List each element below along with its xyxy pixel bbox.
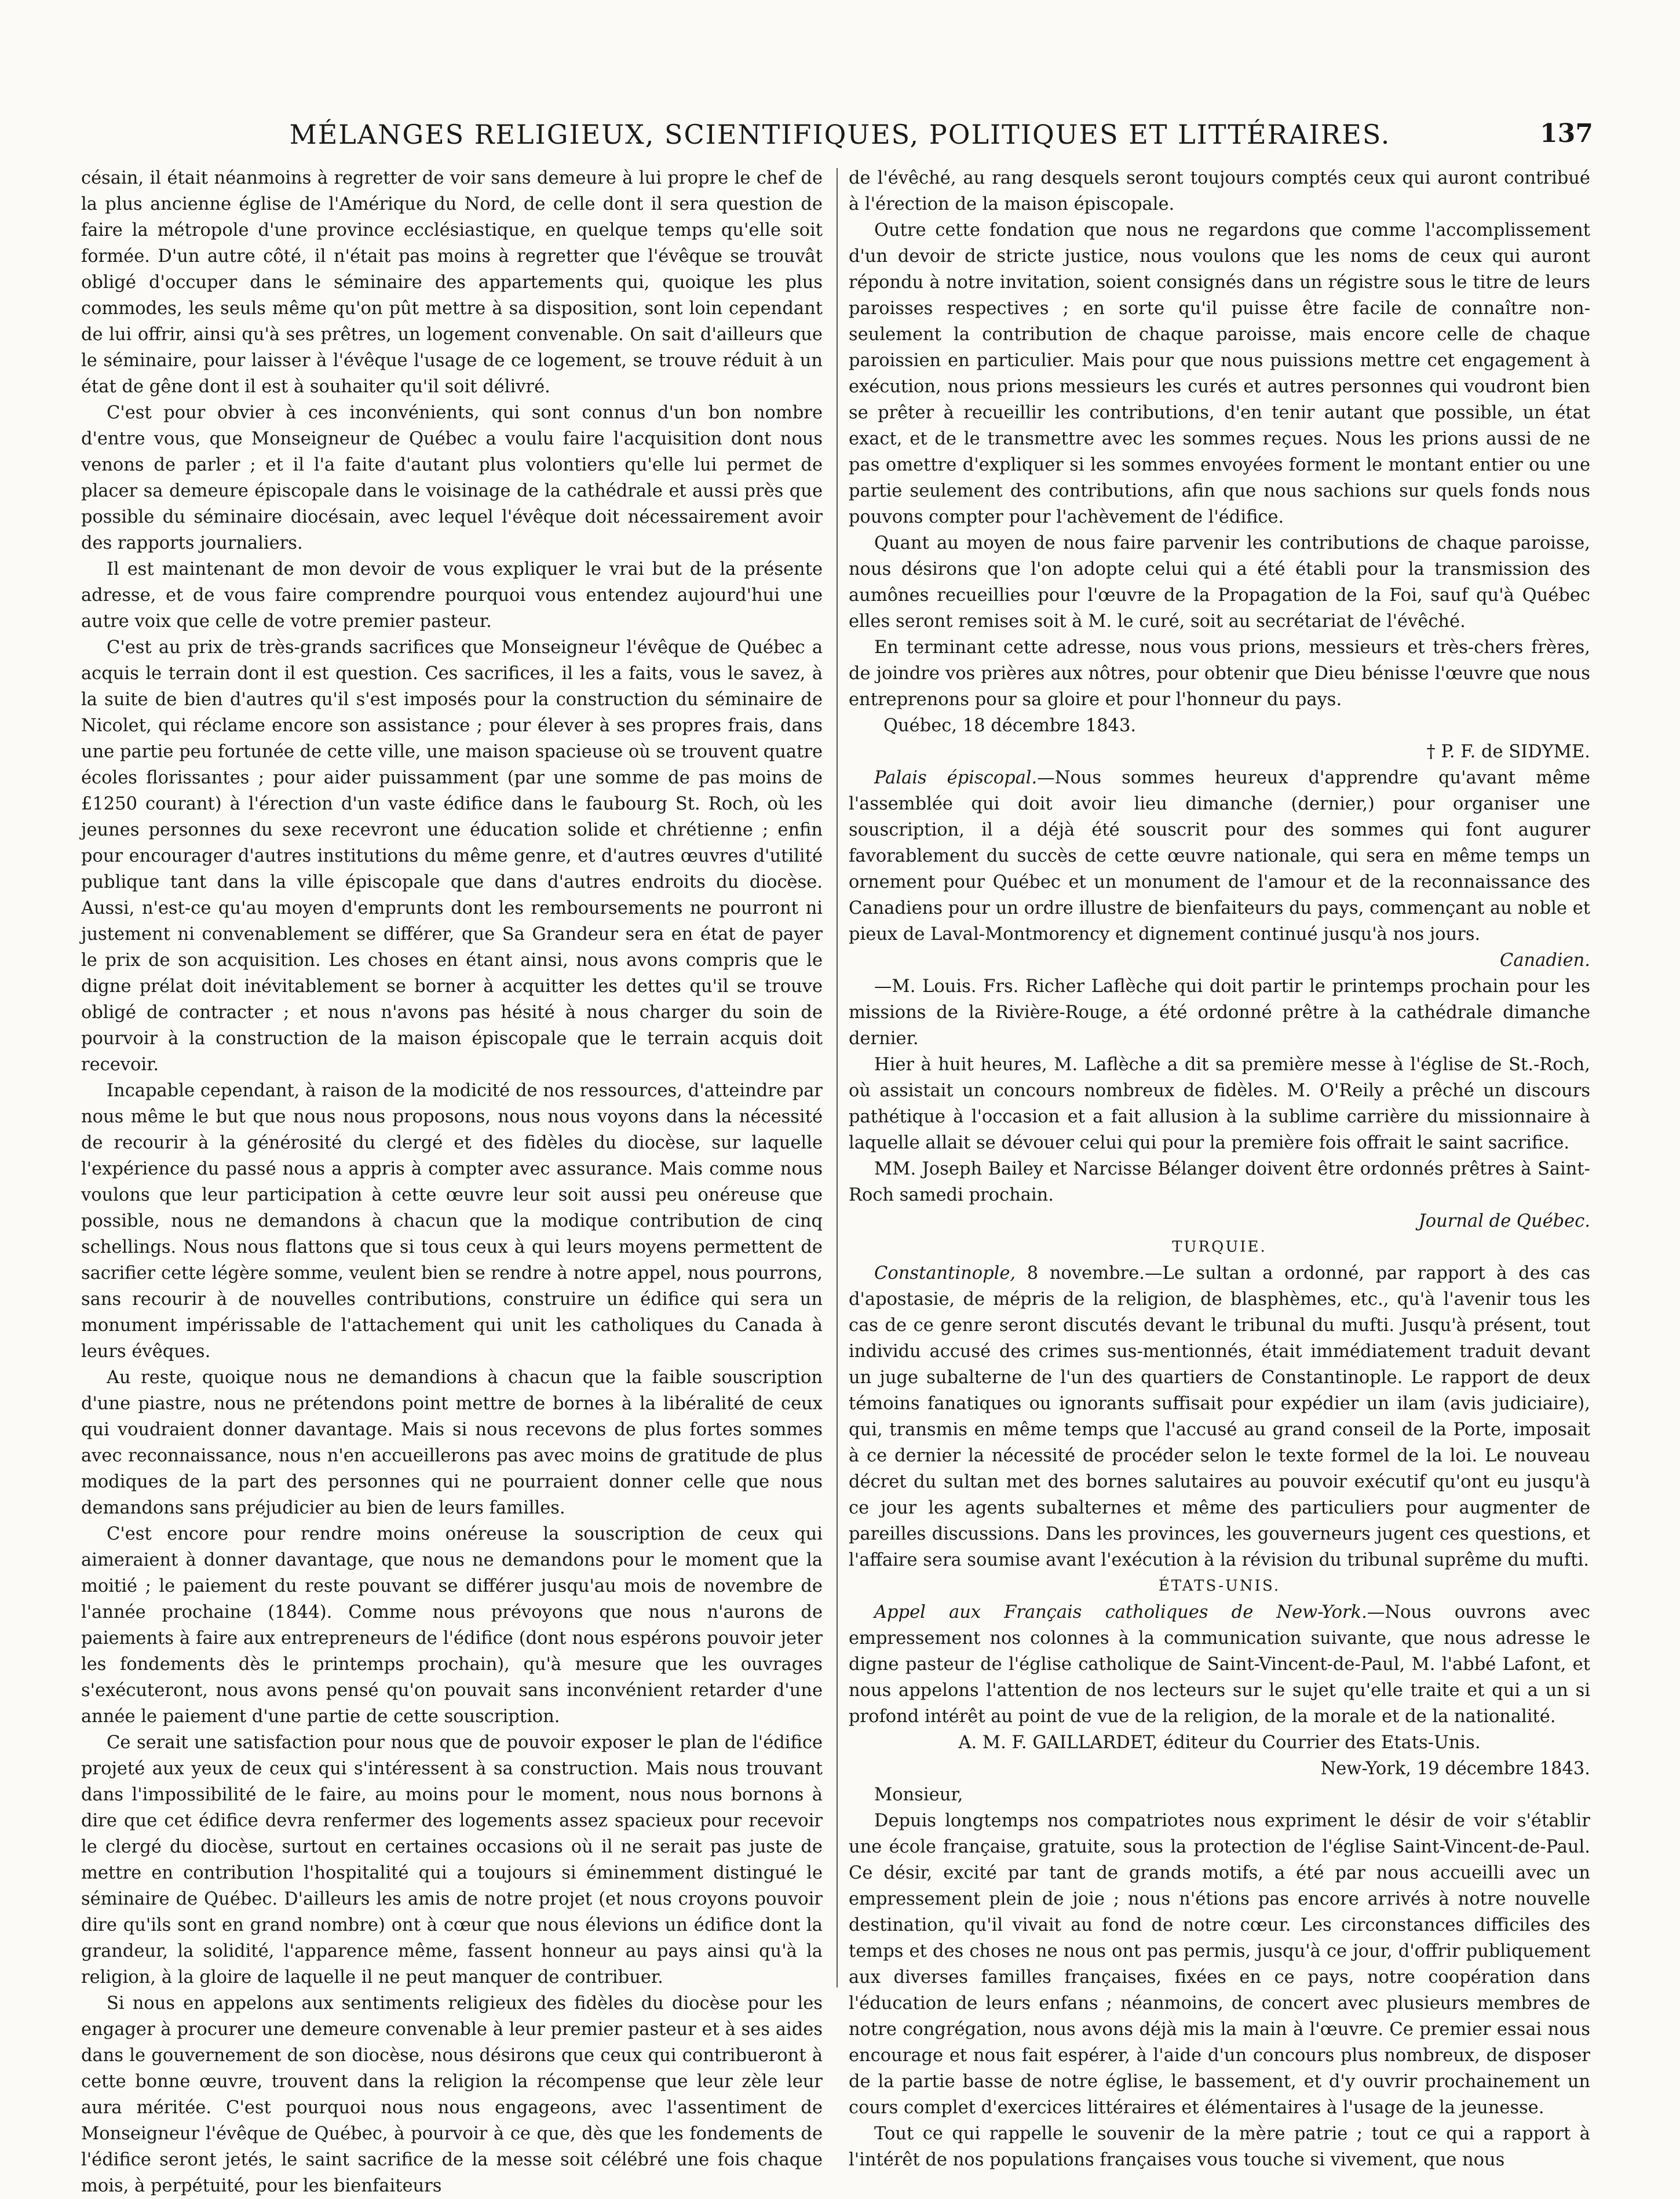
paragraph: Si nous en appelons aux sentiments religieux des fidèles du diocèse pour les engager à procurer une demeure convenable à leur premier pasteur et à ses aides dans le gouvernement de son diocèse, nous désirons que ceux qui contribueront à cette bonne œuvre, trouvent dans la religion la récompense que leur zèle leur aura méritée. C'est pourquoi nous nous engageons, avec l'assentiment de Monseigneur l'évêque de Québec, à pourvoir à ce que, dès que les fondements de l'édifice seront jetés, le saint sacrifice de la messe soit célébré une fois chaque mois, à perpétuité, pour les bienfaiteurs: [81, 1993, 823, 2196]
paragraph: Incapable cependant, à raison de la modicité de nos ressources, d'atteindre par nous même le but que nous nous proposons, nous nous voyons dans la nécessité de recourir à la générosité du clergé et des fidèles du diocèse, sur laquelle l'expérience du passé nous a appris à compter avec assurance. Mais comme nous voulons que leur participation à cette œuvre leur soit aussi peu onéreuse que possible, nous ne demandons à chacun que la modique contribution de cinq schellings. Nous nous flattons que si tous ceux à qui leurs moyens permettent de sacrifier cette légère somme, veulent bien se rendre à notre appel, nous pourrons, sans recourir à de nouvelles contributions, construire un édifice qui sera un monument impérissable de l'attachement qui unit les catholiques du Canada à leurs évêques.: [81, 1081, 823, 1362]
paragraph: Quant au moyen de nous faire parvenir les contributions de chaque paroisse, nous désirons que l'on adopte celui qui a été établi pour la transmission des aumônes recueillies pour l'œuvre de la Propagation de la Foi, sauf qu'à Québec elles seront remises soit à M. le curé, soit au secrétariat de l'évêché.: [849, 533, 1590, 632]
item-heading: Constantinople,: [874, 1263, 1016, 1283]
item-text: —Nous sommes heureux d'apprendre qu'avant même l'assemblée qui doit avoir lieu dimanche (dernier,) pour organiser une souscription, il a déjà été souscrit pour des sommes qui font augurer favorablement du succès de cette œuvre nationale, qui sera en même temps un ornement pour Québec et un monument de l'amour et de la reconnaissance des Canadiens pour un ordre illustre de bienfaiteurs du pays, commençant au noble et pieux de Laval-Montmorency et dignement continué jusqu'à nos jours.: [849, 768, 1590, 944]
page-header: [87, 119, 1593, 159]
paragraph: Au reste, quoique nous ne demandions à chacun que la faible souscription d'une piastre, nous ne prétendons point mettre de bornes à la libéralité de ceux qui voudraient donner davantage. Mais si nous recevons de plus fortes sommes avec reconnaissance, nous n'en accueillerons pas avec moins de gratitude de plus modiques de la part des personnes qui ne pourraient donner celle que nous demandons sans préjudicier au bien de leurs familles.: [81, 1367, 823, 1518]
right-column: [849, 165, 1590, 2170]
running-title: MÉLANGES RELIGIEUX, SCIENTIFIQUES, POLITIQUES ET LITTÉRAIRES.: [289, 119, 1391, 150]
paragraph: MM. Joseph Bailey et Narcisse Bélanger doivent être ordonnés prêtres à Saint-Roch samedi prochain.: [849, 1159, 1590, 1205]
paragraph: —M. Louis. Frs. Richer Laflèche qui doit partir le printemps prochain pour les missions de la Rivière-Rouge, a été ordonné prêtre à la cathédrale dimanche dernier.: [849, 976, 1590, 1049]
paragraph: de l'évêché, au rang desquels seront toujours comptés ceux qui auront contribué à l'érection de la maison épiscopale.: [849, 168, 1590, 214]
paragraph: En terminant cette adresse, nous vous prions, messieurs et très-chers frères, de joindre vos prières aux nôtres, pour obtenir que Dieu bénisse l'œuvre que nous entreprenons pour sa gloire et pour l'honneur du pays.: [849, 637, 1590, 710]
address-line: A. M. F. GAILLARDET, éditeur du Courrier des Etats-Unis.: [958, 1733, 1481, 1753]
page-number: 137: [1540, 119, 1593, 148]
news-item-turquie: [849, 1260, 1590, 1573]
item-text: —Nous ouvrons avec empressement nos colonnes à la communication suivante, que nous adresse le digne pasteur de l'église catholique de Saint-Vincent-de-Paul, M. l'abbé Lafont, et nous appelons l'attention de nos lecteurs sur le sujet qu'elle traite et qui a un si profond intérêt au point de vue de la religion, de la morale et de la nationalité.: [849, 1602, 1590, 1727]
paragraph: Ce serait une satisfaction pour nous que de pouvoir exposer le plan de l'édifice projeté aux yeux de ceux qui s'intéressent à sa construction. Mais nous trouvant dans l'impossibilité de le faire, au moins pour le moment, nous nous bornons à dire que cet édifice devra renfermer des logements assez spacieux pour recevoir le clergé du diocèse, surtout en certaines occasions où il ne serait pas juste de mettre en contribution l'hospitalité qui a toujours si éminemment distingué le séminaire de Québec. D'ailleurs les amis de notre projet (et nous croyons pouvoir dire qu'ils sont en grand nombre) ont à cœur que nous élevions un édifice dont la grandeur, la solidité, l'apparence même, fassent honneur au pays ainsi qu'à la religion, à la gloire de laquelle il ne peut manquer de contribuer.: [81, 1733, 823, 1988]
paragraph: C'est encore pour rendre moins onéreuse la souscription de ceux qui aimeraient à donner davantage, que nous ne demandons pour le moment que la moitié ; le paiement du reste pouvant se différer jusqu'au mois de novembre de l'année prochaine (1844). Comme nous prévoyons que nous n'aurons de paiements à faire aux entrepreneurs de l'édifice (dont nous espérons pouvoir jeter les fondements dès le printemps prochain), qu'à mesure que les ouvrages s'exécuteront, nous avons pensé qu'on pouvait sans inconvénient retarder d'une année le paiement d'une partie de cette souscription.: [81, 1524, 823, 1727]
paragraph: Hier à huit heures, M. Laflèche a dit sa première messe à l'église de St.-Roch, où assistait un concours nombreux de fidèles. M. O'Reily a prêché un discours pathétique à l'occasion et a fait allusion à la sublime carrière du missionnaire à laquelle allait se dévouer celui qui pour la première fois offrait le saint sacrifice.: [849, 1055, 1590, 1153]
news-item-appel: [849, 1599, 1590, 1730]
item-heading: Palais épiscopal.: [874, 768, 1038, 788]
paragraph: Tout ce qui rappelle le souvenir de la mère patrie ; tout ce qui a rapport à l'intérêt de nos populations françaises vous touche si vivement, que nous: [849, 2124, 1590, 2170]
source-credit: Journal de Québec.: [1418, 1211, 1590, 1231]
news-item-palais: [849, 765, 1590, 947]
column-divider: [837, 168, 838, 1988]
paragraph: C'est pour obvier à ces inconvénients, qui sont connus d'un bon nombre d'entre vous, que Monseigneur de Québec a voulu faire l'acquisition dont nous venons de parler ; et il l'a faite d'autant plus volontiers qu'elle lui permet de placer sa demeure épiscopale dans le voisinage de la cathédrale et aussi près que possible du séminaire diocésain, avec lequel l'évêque doit nécessairement avoir des rapports journaliers.: [81, 403, 823, 553]
section-heading: TURQUIE.: [1172, 1238, 1267, 1256]
paragraph: césain, il était néanmoins à regretter de voir sans demeure à lui propre le chef de la plus ancienne église de l'Amérique du Nord, de celle dont il sera question de faire la métropole d'une province ecclésiastique, en quelque temps qu'elle soit formée. D'un autre côté, il n'était pas moins à regretter que l'évêque se trouvât obligé d'occuper dans le séminaire des appartements qui, quoique les plus commodes, les seuls même qu'on pût mettre à sa disposition, sont loin cependant de lui offrir, ainsi qu'à ses prêtres, un logement convenable. On sait d'ailleurs que le séminaire, pour laisser à l'évêque l'usage de ce logement, se trouve réduit à un état de gêne dont il est à souhaiter qu'il soit délivré.: [81, 168, 823, 397]
paragraph: Depuis longtemps nos compatriotes nous expriment le désir de voir s'établir une école française, gratuite, sous la protection de l'église Saint-Vincent-de-Paul. Ce désir, excité par tant de grands motifs, a été par nous accueilli avec un empressement plein de joie ; nous n'étions pas encore arrivés à notre nouvelle destination, qu'il vivait au fond de notre cœur. Les circonstances difficiles des temps et des choses ne nous ont pas permis, jusqu'à ce jour, d'offrir publiquement aux diverses familles françaises, fixées en ce pays, notre coopération dans l'éducation de leurs enfans ; néanmoins, de concert avec plusieurs membres de notre congrégation, nous avons déjà mis la main à l'œuvre. Ce premier essai nous encourage et nous fait espérer, à l'aide d'un concours plus nombreux, de disposer de la partie basse de notre église, le bassement, et d'y ouvrir prochainement un cours complet d'exercices littéraires et élémentaires à l'usage de la jeunesse.: [849, 1811, 1590, 2118]
section-heading: ÉTATS-UNIS.: [1158, 1577, 1281, 1595]
left-column: [81, 165, 823, 2196]
paragraph: Outre cette fondation que nous ne regardons que comme l'accomplissement d'un devoir de stricte justice, nous voulons que les noms de ceux qui auront répondu à notre invitation, soient consignés dans un régistre sous le titre de leurs paroisses respectives ; en sorte qu'il puisse être facile de connaître non-seulement la contribution de chaque paroisse, mais encore celle de chaque paroissien en particulier. Mais pour que nous puissions mettre cet engagement à exécution, nous prions messieurs les curés et autres personnes qui voudront bien se prêter à recueillir les contributions, d'en tenir autant que possible, un état exact, et de le transmettre avec les sommes reçues. Nous les prions aussi de ne pas omettre d'expliquer si les sommes envoyées forment le montant entier ou une partie seulement des contributions, afin que nous sachions sur quels fonds nous pouvons compter pour l'achèvement de l'édifice.: [849, 220, 1590, 527]
dateline: New-York, 19 décembre 1843.: [1320, 1759, 1590, 1779]
salutation: Monsieur,: [874, 1785, 963, 1805]
item-text: 8 novembre.—Le sultan a ordonné, par rapport à des cas d'apostasie, de mépris de la religion, de blasphèmes, etc., qu'à l'avenir tous les cas de ce genre seront discutés devant le tribunal du mufti. Jusqu'à présent, tout individu accusé des crimes sus-mentionnés, était immédiatement traduit devant un juge subalterne de l'un des quartiers de Constantinople. Le rapport de deux témoins fanatiques ou ignorants suffisait pour expédier un ilam (avis judiciaire), qui, transmis en même temps que l'accusé au grand conseil de la Porte, imposait à ce dernier la nécessité de procéder selon le texte formel de la loi. Le nouveau décret du sultan met des bornes salutaires au pouvoir exécutif qu'ont eu jusqu'à ce jour les agents subalternes et même des particuliers pour augmenter de pareilles discussions. Dans les provinces, les gouverneurs jugent ces questions, et l'affaire sera soumise avant l'exécution à la révision du tribunal suprême du mufti.: [849, 1263, 1590, 1570]
paragraph: C'est au prix de très-grands sacrifices que Monseigneur l'évêque de Québec a acquis le terrain dont il est question. Ces sacrifices, il les a faits, vous le savez, à la suite de bien d'autres qu'il s'est imposés pour la construction du séminaire de Nicolet, qui réclame encore son assistance ; pour élever à ses propres frais, dans une partie peu fortunée de cette ville, une maison spacieuse où se trouvent quatre écoles florissantes ; pour aider puissamment (par une somme de pas moins de £1250 courant) à l'érection d'un vaste édifice dans le faubourg St. Roch, où les jeunes personnes du sexe recevront une éducation solide et chrétienne ; enfin pour encourager d'autres institutions du même genre, et d'autres œuvres d'utilité publique tant dans la ville épiscopale que dans d'autres endroits du diocèse. Aussi, n'est-ce qu'au moyen d'emprunts dont les remboursements ne pourront ni justement ni convenablement se différer, que Sa Grandeur sera en état de payer le prix de son acquisition. Les choses en étant ainsi, nous avons compris que le digne prélat doit inévitablement se borner à acquitter les dettes qu'il se trouve obligé de contracter ; et nous n'avons pas hésité à nous charger du soin de pourvoir à la construction de la maison épiscopale que le terrain acquis doit recevoir.: [81, 637, 823, 1075]
paragraph: Il est maintenant de mon devoir de vous expliquer le vrai but de la présente adresse, et de vous faire comprendre pourquoi vous entendez aujourd'hui une autre voix que celle de votre premier pasteur.: [81, 559, 823, 632]
source-credit: Canadien.: [1499, 950, 1590, 971]
signature: † P. F. de SIDYME.: [1426, 742, 1590, 762]
item-heading: Appel aux Français catholiques de New-York.: [874, 1602, 1367, 1622]
place-date: Québec, 18 décembre 1843.: [883, 716, 1137, 736]
